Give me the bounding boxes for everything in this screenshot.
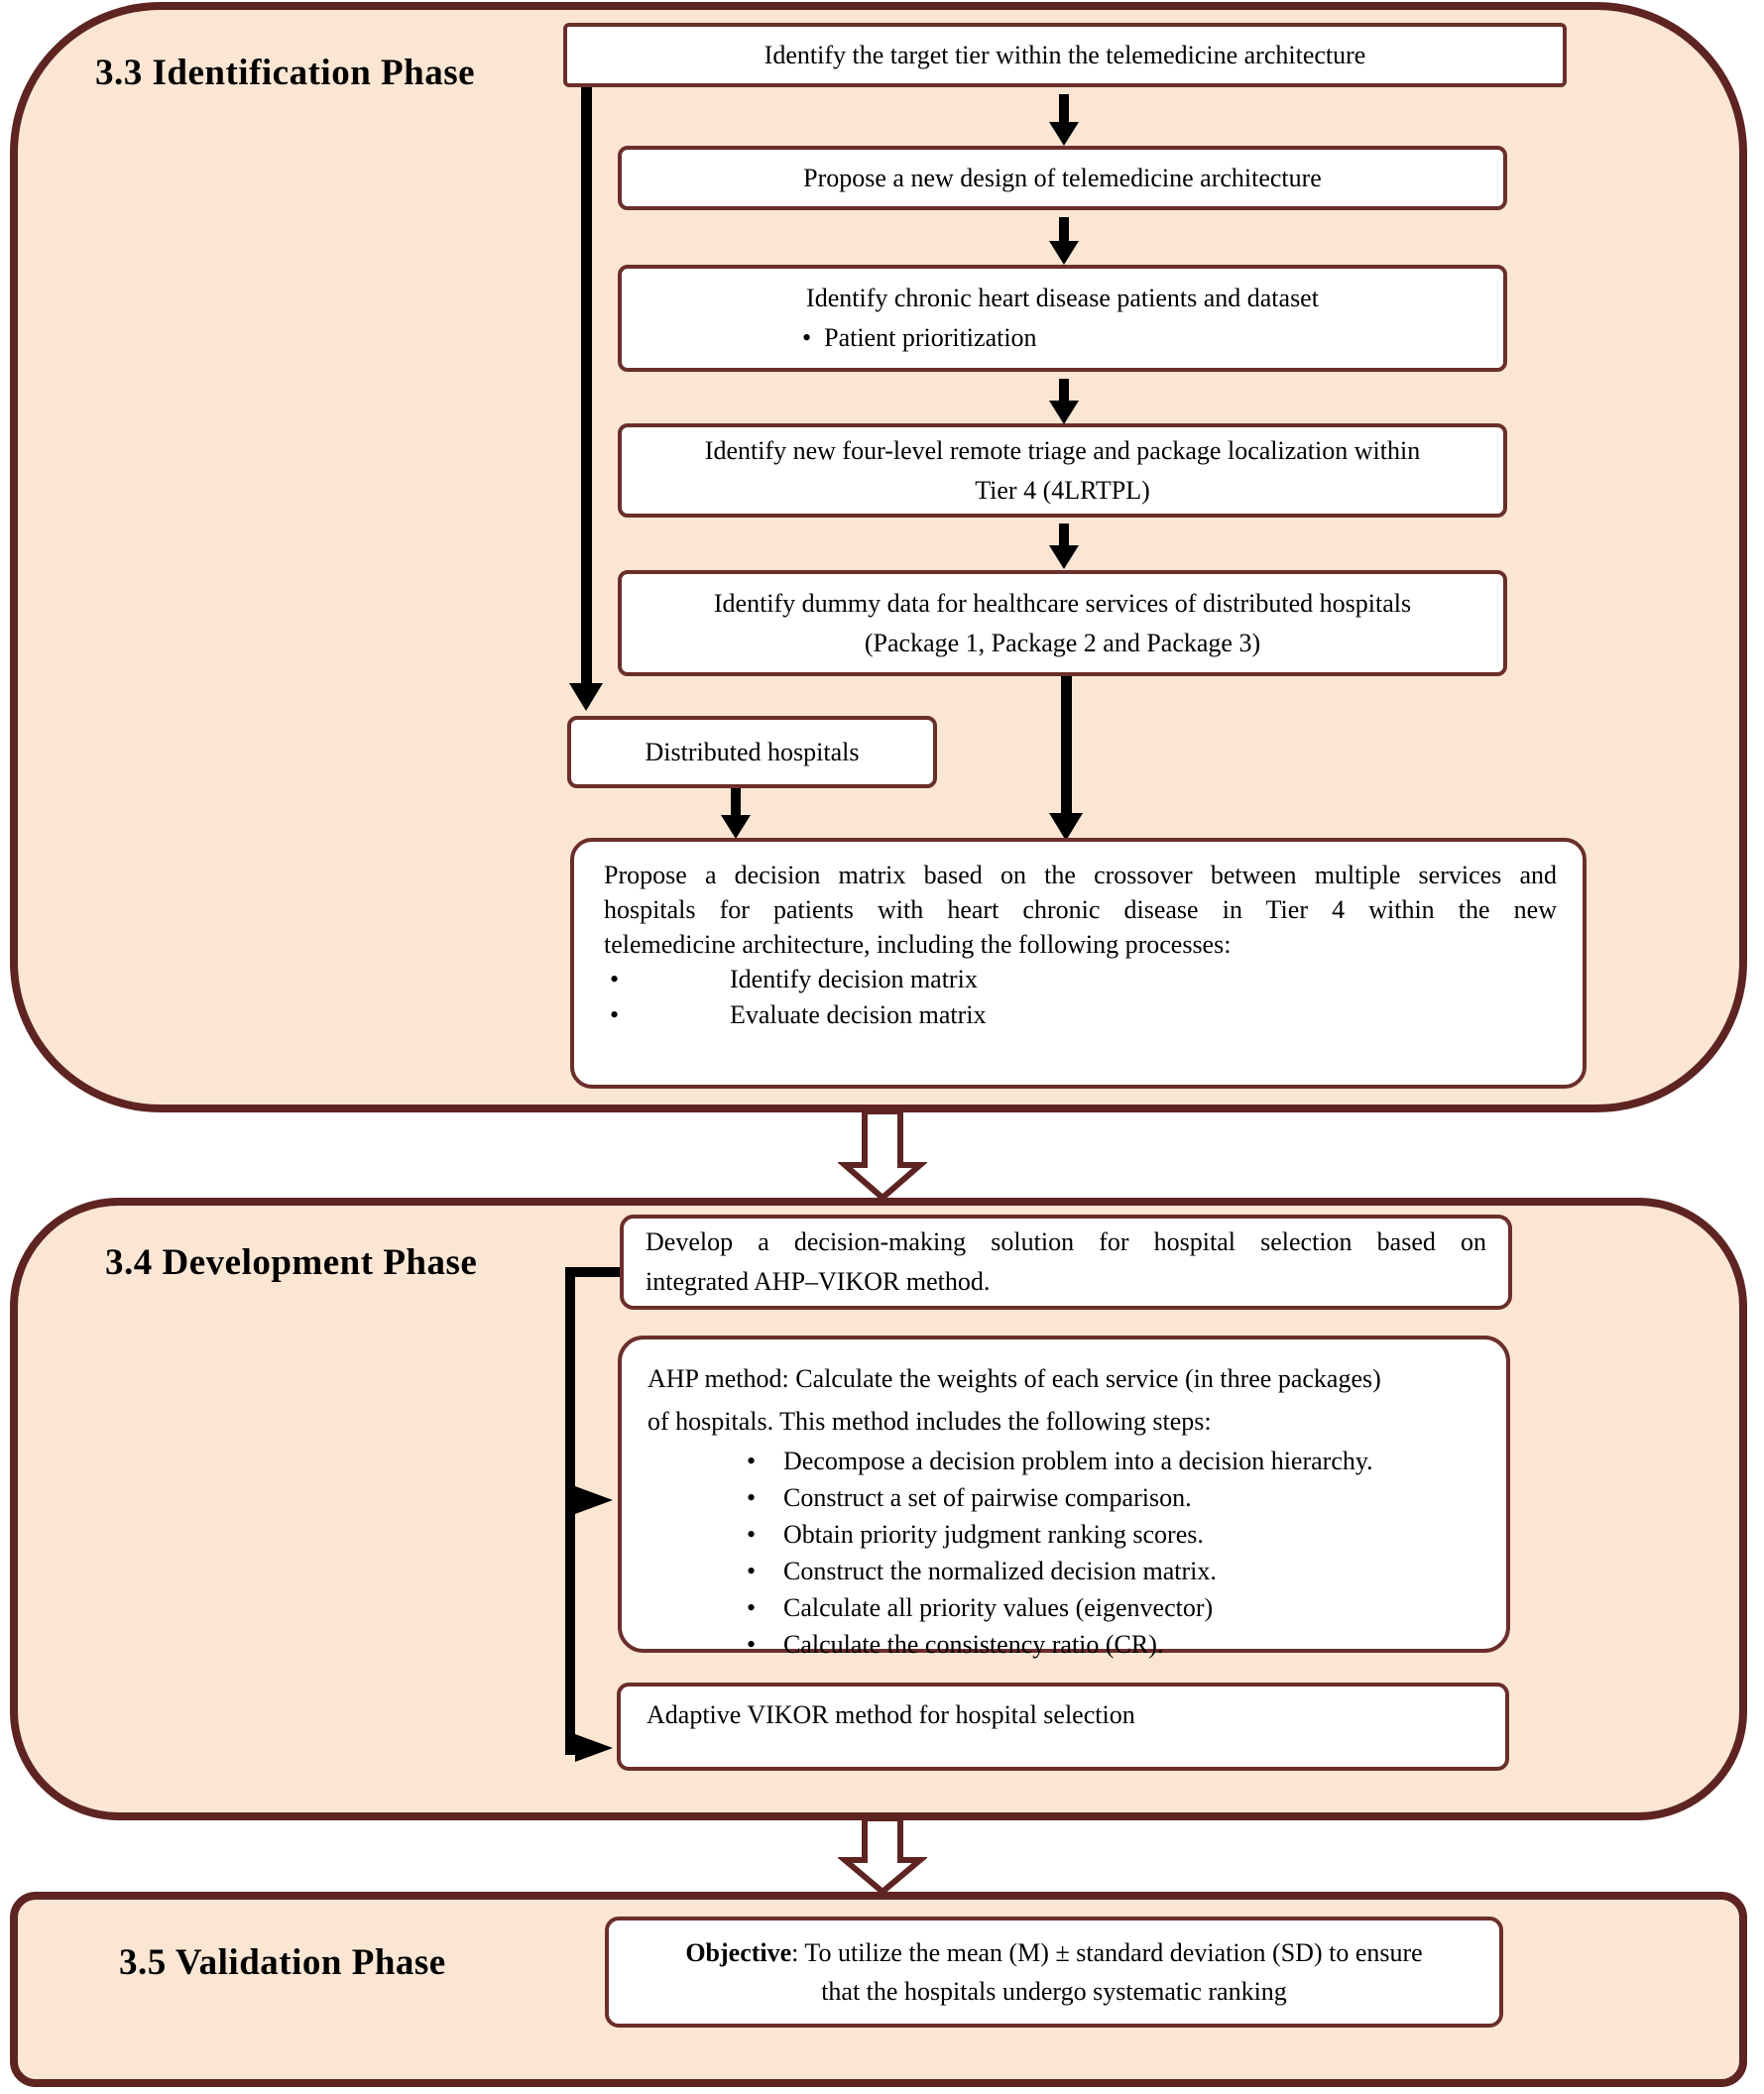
- box-identify-target-tier-label: Identify the target tier within the telemedicine architecture: [764, 40, 1366, 69]
- objective-rest: : To utilize the mean (M) ± standard deviation (SD) to ensure: [791, 1938, 1423, 1967]
- box-adaptive-vikor-label: Adaptive VIKOR method for hospital selection: [647, 1700, 1135, 1729]
- bullet-marker: •: [747, 1483, 757, 1512]
- box-4lrtpl-line1: Identify new four-level remote triage and package localization within: [704, 435, 1421, 465]
- arrow-box1-box2-head: [1049, 122, 1079, 146]
- box-propose-design: [618, 146, 1507, 210]
- ahp-step-label: Calculate all priority values (eigenvector): [783, 1593, 1214, 1622]
- decision-matrix-line1: Propose a decision matrix based on the crossover between multiple services and: [604, 861, 1557, 889]
- ahp-step: [747, 1479, 1482, 1516]
- arrow-box4-box5-shaft: [1059, 524, 1069, 545]
- bracket-connector-vertical: [565, 1267, 575, 1755]
- bracket-arrow-vikor: [575, 1734, 613, 1762]
- bullet-marker: •: [802, 323, 812, 352]
- hollow-arrow-phase2-phase3: [838, 1816, 927, 1896]
- box-propose-design-label: Propose a new design of telemedicine architecture: [803, 163, 1322, 192]
- arrow-box1-box2-shaft: [1059, 94, 1069, 122]
- box-ahp-method: [618, 1336, 1510, 1659]
- box-identify-patients-bullet-line: [622, 318, 1503, 358]
- bullet-marker: •: [747, 1630, 757, 1659]
- arrow-distributed-decision-shaft: [731, 788, 741, 815]
- ahp-intro-line2: of hospitals. This method includes the following steps:: [647, 1407, 1212, 1436]
- connector-box1-to-distributed: [581, 85, 592, 683]
- box-dummy-data: [618, 570, 1507, 676]
- decision-matrix-bullet-1: [604, 962, 1557, 997]
- ahp-step-label: Calculate the consistency ratio (CR).: [783, 1630, 1164, 1659]
- ahp-step-label: Obtain priority judgment ranking scores.: [783, 1520, 1204, 1549]
- ahp-step-label: Decompose a decision problem into a decision hierarchy.: [783, 1447, 1373, 1475]
- box-4lrtpl-line2: Tier 4 (4LRTPL): [975, 475, 1150, 505]
- box-objective-line1: [609, 1933, 1499, 1972]
- box-identify-target-tier: [563, 23, 1567, 87]
- phase-title-validation: 3.5 Validation Phase: [119, 1942, 446, 1983]
- ahp-step-label: Construct a set of pairwise comparison.: [783, 1483, 1192, 1512]
- box-4lrtpl: [618, 423, 1507, 518]
- phase-title-development: 3.4 Development Phase: [105, 1242, 478, 1283]
- arrow-distributed-decision-head: [721, 815, 751, 839]
- arrow-box2-box3-shaft: [1059, 217, 1069, 241]
- box-develop-solution-line2: integrated AHP–VIKOR method.: [646, 1267, 991, 1296]
- arrow-box4-box5-head: [1049, 545, 1079, 569]
- box-distributed-hospitals-label: Distributed hospitals: [645, 737, 860, 766]
- box-dummy-data-line1: Identify dummy data for healthcare services of distributed hospitals: [713, 588, 1412, 618]
- bracket-connector-top: [565, 1267, 622, 1277]
- decision-matrix-bullet-2: [604, 997, 1557, 1033]
- bullet-marker: •: [747, 1520, 757, 1549]
- box-identify-patients: [618, 265, 1507, 372]
- box-develop-solution: [620, 1215, 1512, 1310]
- bullet-marker: •: [747, 1557, 757, 1585]
- ahp-step: [747, 1589, 1482, 1626]
- bracket-arrow-ahp: [575, 1486, 613, 1514]
- arrow-box3-box4-head: [1049, 401, 1079, 424]
- ahp-step-label: Construct the normalized decision matrix.: [783, 1557, 1217, 1585]
- bullet-marker: •: [610, 965, 620, 993]
- ahp-intro-line1: AHP method: Calculate the weights of each service (in three packages): [647, 1364, 1381, 1393]
- ahp-step: [747, 1626, 1482, 1663]
- box-identify-patients-line1: Identify chronic heart disease patients and dataset: [806, 284, 1319, 312]
- box-dummy-data-line2: (Package 1, Package 2 and Package 3): [864, 628, 1261, 657]
- box-objective-line2: that the hospitals undergo systematic ranking: [821, 1977, 1287, 2006]
- arrow-box3-box4-shaft: [1059, 379, 1069, 401]
- box-identify-patients-bullet-label: Patient prioritization: [824, 323, 1037, 352]
- box-develop-solution-line1: Develop a decision-making solution for hospital selection based on: [646, 1227, 1486, 1256]
- bullet-marker: •: [747, 1447, 757, 1475]
- ahp-step: [747, 1553, 1482, 1589]
- ahp-step: [747, 1516, 1482, 1553]
- arrow-box5-decision-head: [1049, 813, 1083, 841]
- objective-label: Objective: [685, 1938, 792, 1967]
- hollow-arrow-phase1-phase2: [838, 1108, 927, 1202]
- bullet-marker: •: [610, 1000, 620, 1029]
- decision-matrix-line3: telemedicine architecture, including the following processes:: [604, 930, 1232, 959]
- phase-title-identification: 3.3 Identification Phase: [95, 53, 476, 93]
- decision-matrix-line2: hospitals for patients with heart chronic disease in Tier 4 within the new: [604, 895, 1557, 924]
- arrowhead-to-distributed: [569, 683, 603, 711]
- arrow-box2-box3-head: [1049, 241, 1079, 265]
- box-adaptive-vikor: [617, 1683, 1509, 1771]
- decision-matrix-bullet-2-label: Evaluate decision matrix: [730, 1000, 987, 1029]
- bullet-marker: •: [747, 1593, 757, 1622]
- arrow-box5-decision-shaft: [1061, 676, 1072, 813]
- box-distributed-hospitals: [567, 716, 937, 788]
- box-decision-matrix: [570, 838, 1587, 1089]
- decision-matrix-bullet-1-label: Identify decision matrix: [730, 965, 978, 993]
- box-objective: [605, 1917, 1503, 2028]
- ahp-step: [747, 1443, 1482, 1479]
